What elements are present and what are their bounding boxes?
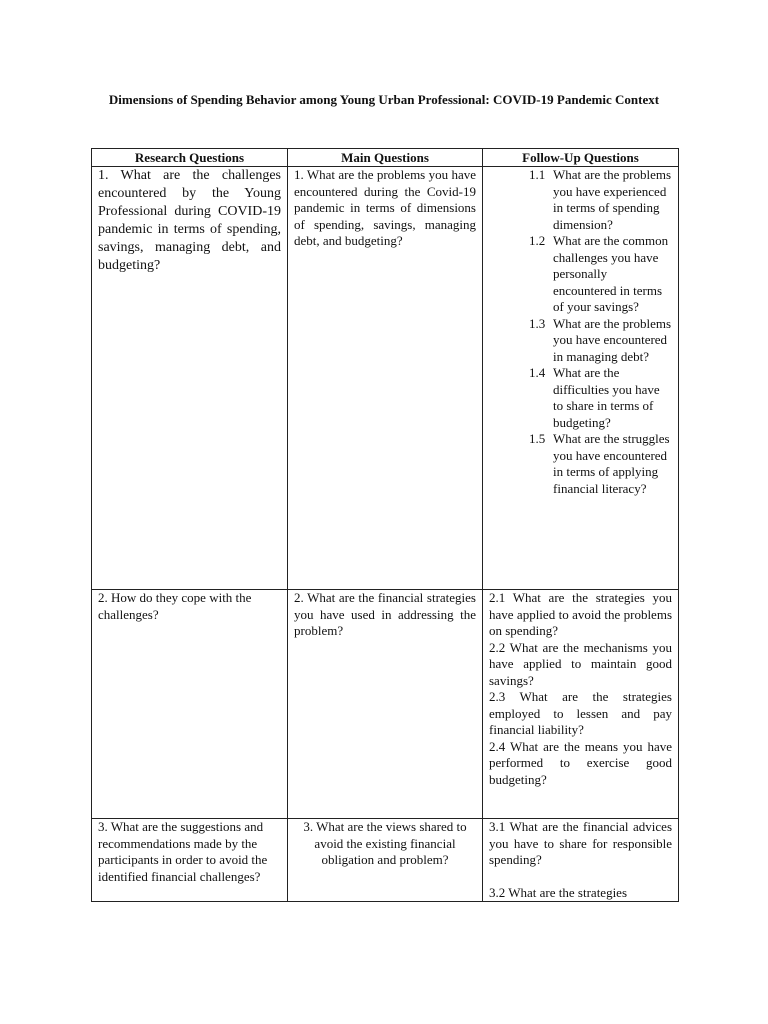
- follow-up-item: 2.4 What are the means you have performed to exercise good budgeting?: [489, 738, 672, 787]
- item-number: 1.3: [529, 315, 546, 331]
- follow-up-cell: [483, 167, 679, 590]
- item-text: What are the problems you have experienced in terms of spending dimension?: [553, 167, 672, 232]
- item-number: 1.2: [529, 233, 546, 248]
- questions-table: [91, 148, 679, 902]
- follow-up-item: 2.2 What are the mechanisms you have applied to maintain good savings?: [489, 639, 672, 688]
- follow-up-cell: [483, 819, 679, 902]
- follow-up-item: 2.3 What are the strategies employed to lessen and pay financial liability?: [489, 689, 672, 737]
- item-number: 1.5: [529, 431, 546, 446]
- item-text: What are the problems you have encountered in managing debt?: [553, 315, 672, 364]
- item-text: What are the difficulties you have to share in terms of budgeting?: [553, 365, 660, 430]
- table-row: [92, 167, 679, 590]
- table-header-row: [92, 149, 679, 167]
- follow-up-list: [489, 167, 672, 497]
- follow-up-item: 3.1 What are the financial advices you have to share for responsible spending?: [489, 819, 672, 867]
- main-question-cell: 1. What are the problems you have encountered during the Covid-19 pandemic in terms of dimensions of spending, savings, managing debt, and budgeting?: [288, 167, 483, 590]
- table-row: [92, 590, 679, 819]
- list-item: [529, 167, 672, 233]
- main-question-cell: 3. What are the views shared to avoid the existing financial obligation and problem?: [288, 819, 483, 902]
- research-question-cell: 1. What are the challenges encountered by the Young Professional during COVID-19 pandemic in terms of spending, savings, managing debt, and budgeting?: [92, 167, 288, 590]
- main-question-cell: 2. What are the financial strategies you have used in addressing the problem?: [288, 590, 483, 819]
- item-number: 1.4: [529, 365, 546, 380]
- document-title: Dimensions of Spending Behavior among Young Urban Professional: COVID-19 Pandemic Context: [108, 92, 660, 107]
- follow-up-cell: [483, 590, 679, 819]
- follow-up-item: 2.1 What are the strategies you have applied to avoid the problems on spending?: [489, 590, 672, 638]
- item-text: What are the struggles you have encountered in terms of applying financial literacy?: [553, 431, 670, 496]
- item-number: 1.1: [529, 167, 546, 182]
- list-item: [529, 431, 672, 497]
- list-item: [529, 316, 672, 366]
- table-row: [92, 819, 679, 902]
- research-question-cell: 2. How do they cope with the challenges?: [92, 590, 288, 819]
- follow-up-item: 3.2 What are the strategies: [489, 884, 628, 900]
- list-item: [529, 365, 672, 431]
- list-item: [529, 233, 672, 316]
- header-main-questions: Main Questions: [288, 149, 483, 167]
- item-text: What are the common challenges you have personally encountered in terms of your savings?: [553, 233, 669, 314]
- header-research-questions: Research Questions: [92, 149, 288, 167]
- spacer: [489, 869, 672, 885]
- research-question-cell: 3. What are the suggestions and recommendations made by the participants in order to avoid the identified financial challenges?: [92, 819, 288, 902]
- header-follow-up-questions: Follow-Up Questions: [483, 149, 679, 167]
